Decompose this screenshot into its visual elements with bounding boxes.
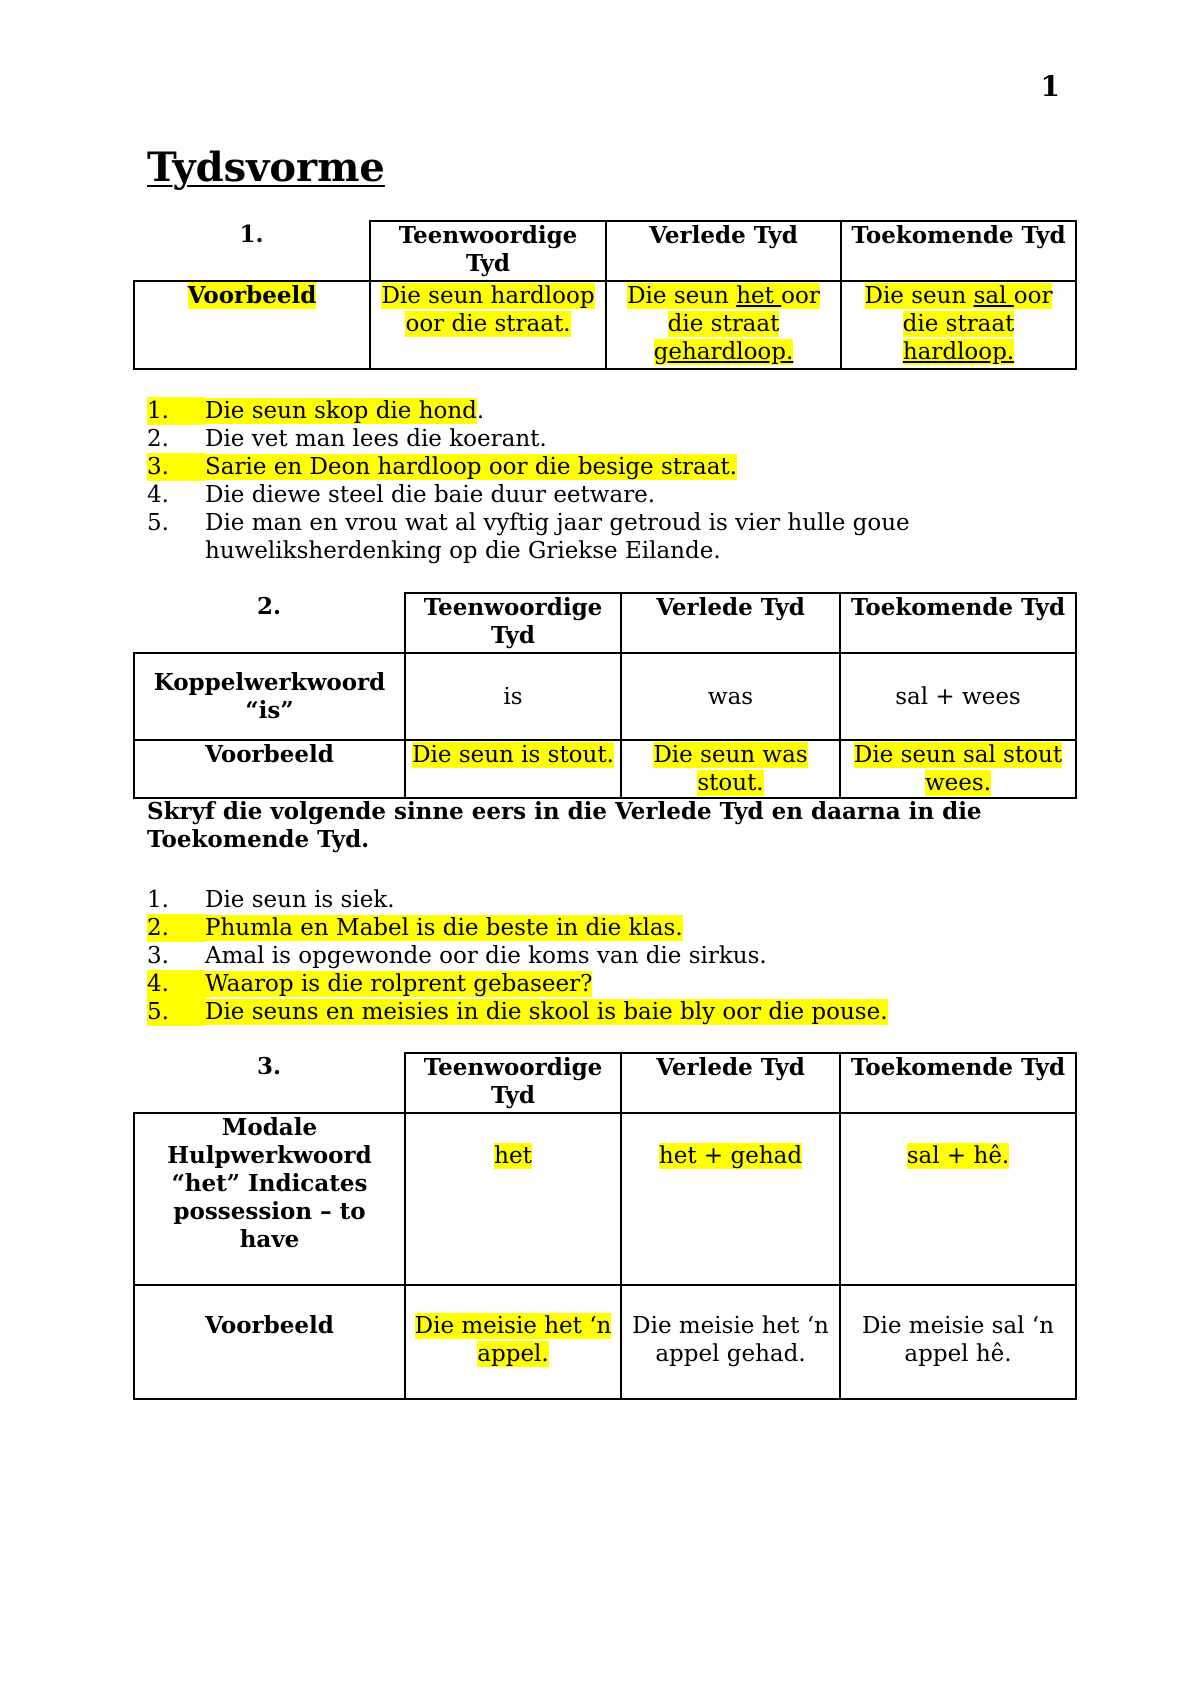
- list-item-number: 4.: [147, 970, 205, 998]
- cell-future: [840, 1113, 1076, 1285]
- header-past: Verlede Tyd: [621, 593, 840, 653]
- list-item-text: Die seun is siek.: [205, 887, 395, 913]
- header-future: Toekomende Tyd: [841, 221, 1076, 281]
- list-item-text: Die vet man lees die koerant.: [205, 426, 547, 452]
- header-past: Verlede Tyd: [606, 221, 841, 281]
- future-aux: sal: [973, 283, 1014, 309]
- row-label-example: Voorbeeld: [134, 1285, 405, 1399]
- list-item: [147, 509, 1047, 565]
- list-item-tail: .: [476, 398, 485, 424]
- header-present: Teenwoordige Tyd: [370, 221, 606, 281]
- cell-text: het + gehad: [658, 1143, 803, 1169]
- cell-past: [621, 1113, 840, 1285]
- header-future: Toekomende Tyd: [840, 593, 1076, 653]
- list-item-number: 4.: [147, 482, 169, 508]
- cell-past-example: [621, 740, 840, 798]
- cell-future: sal + wees: [840, 653, 1076, 740]
- cell-past: [606, 281, 841, 369]
- cell-present-text: Die seun hardloop oor die straat.: [381, 283, 595, 337]
- past-mid: oor die straat: [667, 283, 820, 337]
- list-item: [147, 998, 1047, 1026]
- row-label-text: Voorbeeld: [187, 282, 317, 309]
- instruction-text: Skryf die volgende sinne eers in die Verlede Tyd en daarna in die Toekomende Tyd.: [147, 798, 982, 853]
- table-corner-label: 1.: [239, 221, 264, 248]
- cell-present: [370, 281, 606, 369]
- list-item-text: Waarop is die rolprent gebaseer?: [205, 971, 593, 997]
- list-item-number: 1.: [147, 397, 205, 425]
- list-item: [147, 942, 1047, 970]
- table-koppelwerkwoord: [133, 592, 1077, 799]
- table-corner-label: 3.: [256, 1053, 281, 1080]
- row-label-verb: Modale Hulpwerkwoord “het” Indicates possession – to have: [134, 1113, 405, 1285]
- cell-past: was: [621, 653, 840, 740]
- cell-past-text: [627, 283, 820, 365]
- header-past: Verlede Tyd: [621, 1053, 840, 1113]
- list-item: [147, 397, 1047, 425]
- row-label-example: Voorbeeld: [134, 740, 405, 798]
- list-item-number: 2.: [147, 426, 169, 452]
- cell-past-example: Die meisie het ‘n appel gehad.: [621, 1285, 840, 1399]
- list-item-text: Die diewe steel die baie duur eetware.: [205, 482, 656, 508]
- list-item-text: Phumla en Mabel is die beste in die klas.: [205, 915, 683, 941]
- cell-present: is: [405, 653, 621, 740]
- sentence-list-2: [147, 886, 1047, 1026]
- list-item: [147, 970, 1047, 998]
- list-item-number: 3.: [147, 943, 169, 969]
- list-item-number: 5.: [147, 998, 205, 1026]
- cell-future-text: [865, 283, 1053, 365]
- list-item-number: 2.: [147, 914, 205, 942]
- list-item: [147, 425, 1047, 453]
- sentence-list-1: [147, 397, 1047, 565]
- header-future: Toekomende Tyd: [840, 1053, 1076, 1113]
- list-item-number: 5.: [147, 510, 169, 536]
- cell-future-example: [840, 740, 1076, 798]
- list-item-text: Die seun skop die hond: [205, 398, 477, 424]
- list-item-number: 3.: [147, 453, 205, 481]
- table-tense-example: [133, 220, 1077, 370]
- page-title: Tydsvorme: [147, 144, 385, 191]
- page-number: 1: [1040, 70, 1060, 103]
- cell-present-example: [405, 740, 621, 798]
- cell-text: Die meisie het ‘n appel.: [414, 1313, 612, 1367]
- future-verb: hardloop.: [902, 339, 1015, 365]
- table-hulpwerkwoord: [133, 1052, 1077, 1400]
- cell-text: sal + hê.: [906, 1143, 1010, 1169]
- cell-text: Die seun sal stout wees.: [853, 742, 1063, 796]
- cell-text: Die seun was stout.: [653, 742, 808, 796]
- list-item-text: Amal is opgewonde oor die koms van die sirkus.: [205, 943, 767, 969]
- list-item-number: 1.: [147, 887, 169, 913]
- past-aux: het: [736, 283, 782, 309]
- row-label-verb: Koppelwerkwoord “is”: [134, 653, 405, 740]
- list-item-text: Sarie en Deon hardloop oor die besige straat.: [205, 454, 737, 480]
- cell-future: [841, 281, 1076, 369]
- table-corner-label: 2.: [256, 593, 281, 620]
- future-pre: Die seun: [864, 283, 974, 309]
- past-verb: gehardloop.: [653, 339, 794, 365]
- future-mid: oor die straat: [902, 283, 1053, 337]
- list-item: [147, 481, 1047, 509]
- list-item: [147, 453, 1047, 481]
- cell-present: [405, 1113, 621, 1285]
- list-item-text: Die seuns en meisies in die skool is baie bly oor die pouse.: [205, 999, 888, 1025]
- list-item-text: Die man en vrou wat al vyftig jaar getroud is vier hulle goue huweliksherdenking op die Griekse Eilande.: [205, 510, 910, 564]
- cell-text: Die seun is stout.: [412, 742, 614, 768]
- list-item: [147, 914, 1047, 942]
- cell-present-example: [405, 1285, 621, 1399]
- past-pre: Die seun: [627, 283, 737, 309]
- row-label-example: [134, 281, 370, 369]
- header-present: Teenwoordige Tyd: [405, 593, 621, 653]
- list-item: [147, 886, 1047, 914]
- header-present: Teenwoordige Tyd: [405, 1053, 621, 1113]
- cell-future-example: Die meisie sal ‘n appel hê.: [840, 1285, 1076, 1399]
- cell-text: het: [494, 1143, 532, 1169]
